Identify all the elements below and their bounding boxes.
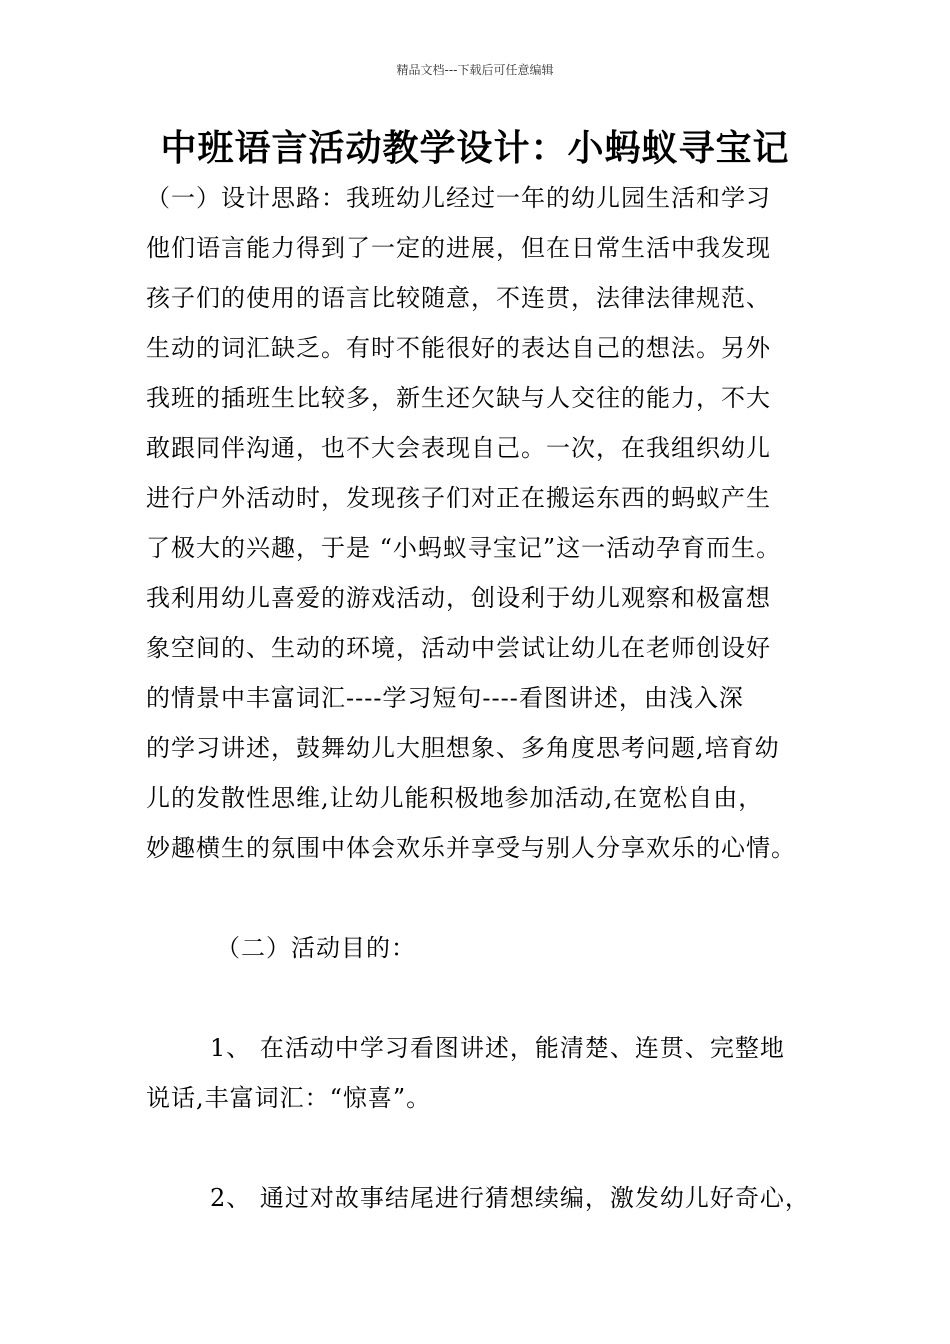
paragraph-line: 儿的发散性思维,让幼儿能积极地参加活动,在宽松自由， <box>146 784 764 812</box>
paragraph-line: 生动的词汇缺乏。有时不能很好的表达自己的想法。另外 <box>146 334 771 362</box>
document-title: 中班语言活动教学设计：小蚂蚁寻宝记 <box>160 128 790 169</box>
objective-line: 2、 通过对故事结尾进行猜想续编，激发幼儿好奇心， <box>210 1184 810 1212</box>
objective-line: 说话,丰富词汇：“惊喜”。 <box>146 1084 432 1112</box>
paragraph-line: 妙趣横生的氛围中体会欢乐并享受与别人分享欢乐的心情。 <box>146 834 796 862</box>
paragraph-line: 的学习讲述，鼓舞幼儿大胆想象、多角度思考问题,培育幼 <box>146 734 780 762</box>
paragraph-line: 敢跟同伴沟通，也不大会表现自己。一次，在我组织幼儿 <box>146 434 771 462</box>
paragraph-line: 他们语言能力得到了一定的进展，但在日常生活中我发现 <box>146 234 771 262</box>
paragraph-line: 我利用幼儿喜爱的游戏活动，创设利于幼儿观察和极富想 <box>146 584 771 612</box>
objective-line: 1、 在活动中学习看图讲述，能清楚、连贯、完整地 <box>210 1034 785 1062</box>
paragraph-line: 我班的插班生比较多，新生还欠缺与人交往的能力，不大 <box>146 384 771 412</box>
paragraph-line: 象空间的、生动的环境，活动中尝试让幼儿在老师创设好 <box>146 634 771 662</box>
paragraph-line: 进行户外活动时，发现孩子们对正在搬运东西的蚂蚁产生 <box>146 484 771 512</box>
paragraph-line: 的情景中丰富词汇----学习短句----看图讲述，由浅入深 <box>146 684 744 712</box>
paragraph-line: 了极大的兴趣，于是 “小蚂蚁寻宝记”这一活动孕育而生。 <box>146 534 782 562</box>
page-header: 精品文档---下载后可任意编辑 <box>396 63 554 77</box>
paragraph-line: 孩子们的使用的语言比较随意，不连贯，法律法律规范、 <box>146 284 771 312</box>
section-heading: （二）活动目的： <box>216 934 416 962</box>
paragraph-line: （一）设计思路：我班幼儿经过一年的幼儿园生活和学习 <box>146 184 771 212</box>
